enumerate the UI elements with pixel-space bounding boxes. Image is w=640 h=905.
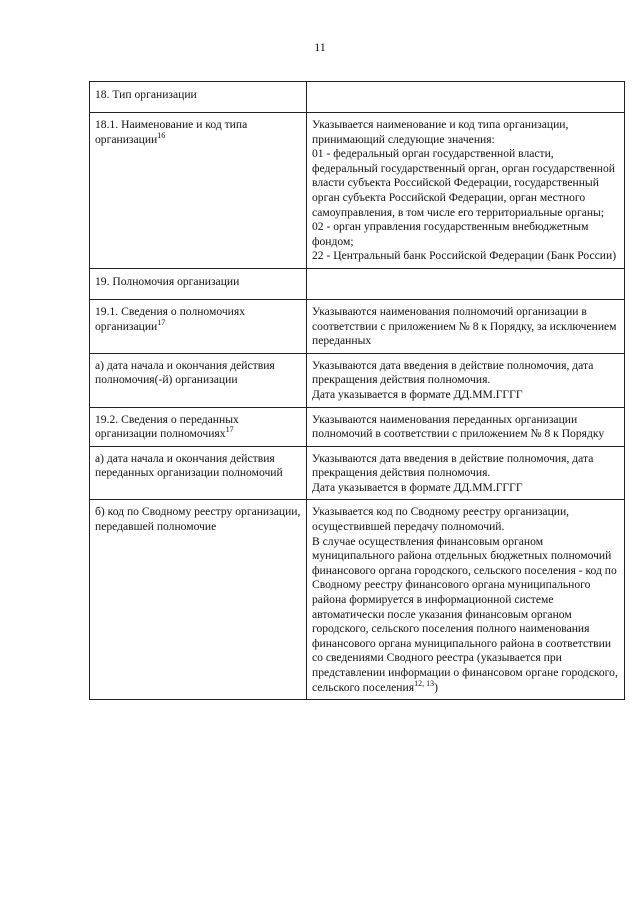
table-row [90, 299, 625, 353]
footnote-ref: 12, 13 [414, 678, 435, 688]
field-description-cell: Указываются наименования полномочий организации в соответствии с приложением № 8 к Порядку, за исключением переданных [307, 299, 625, 353]
table-row [90, 268, 625, 299]
field-description-cell [307, 82, 625, 113]
page-number: 11 [314, 40, 326, 54]
table-row [90, 500, 625, 700]
table-row [90, 446, 625, 500]
field-name-cell: 19. Полномочия организации [90, 268, 307, 299]
footnote-ref: 16 [157, 130, 166, 140]
field-description-cell [307, 268, 625, 299]
footnote-ref: 17 [157, 317, 166, 327]
footnote-ref: 17 [225, 425, 234, 435]
field-description-cell: Указываются дата введения в действие полномочия, дата прекращения действия полномочия. Дата указывается в формате ДД.ММ.ГГГГ [307, 353, 625, 407]
field-name-cell: а) дата начала и окончания действия переданных организации полномочий [90, 446, 307, 500]
field-name-cell: а) дата начала и окончания действия полномочия(-й) организации [90, 353, 307, 407]
table-row [90, 407, 625, 446]
table-row [90, 113, 625, 269]
field-name-cell: б) код по Сводному реестру организации, передавшей полномочие [90, 500, 307, 700]
requirements-table [89, 81, 625, 700]
field-description-cell: Указываются наименования переданных организации полномочий в соответствии с приложением № 8 к Порядку [307, 407, 625, 446]
field-description-cell: Указываются дата введения в действие полномочия, дата прекращения действия полномочия. Дата указывается в формате ДД.ММ.ГГГГ [307, 446, 625, 500]
field-description-cell: Указывается код по Сводному реестру организации, осуществившей передачу полномочий. В случае осуществления финансовым органом муниципального района отдельных бюджетных полномочий финансового органа городского, сельского поселения - код по Сводному реестру финансового органа муниципального района формируется в информационной системе автоматически после указания финансовым органом городского, сельского поселения полного наименования финансового органа муниципального района в соответствии со сведениями Сводного реестра (указывается при представлении информации о финансовом органе городского, сельского поселения$^{12, 13}$) [307, 500, 625, 700]
field-name-cell: 18. Тип организации [90, 82, 307, 113]
field-name-cell: 19.1. Сведения о полномочиях организации$^{17}$ [90, 299, 307, 353]
field-description-cell: Указывается наименование и код типа организации, принимающий следующие значения: 01 - федеральный орган государственной власти, федеральный государственный орган, орган государственной власти субъекта Российской Федерации, государственный орган субъекта Российской Федерации, орган местного самоуправления, в том числе его территориальные органы; 02 - орган управления государственным внебюджетным фондом; 22 - Центральный банк Российской Федерации (Банк России) [307, 113, 625, 269]
table-row [90, 82, 625, 113]
field-name-cell: 18.1. Наименование и код типа организации$^{16}$ [90, 113, 307, 269]
field-name-cell: 19.2. Сведения о переданных организации полномочиях$^{17}$ [90, 407, 307, 446]
table-row [90, 353, 625, 407]
